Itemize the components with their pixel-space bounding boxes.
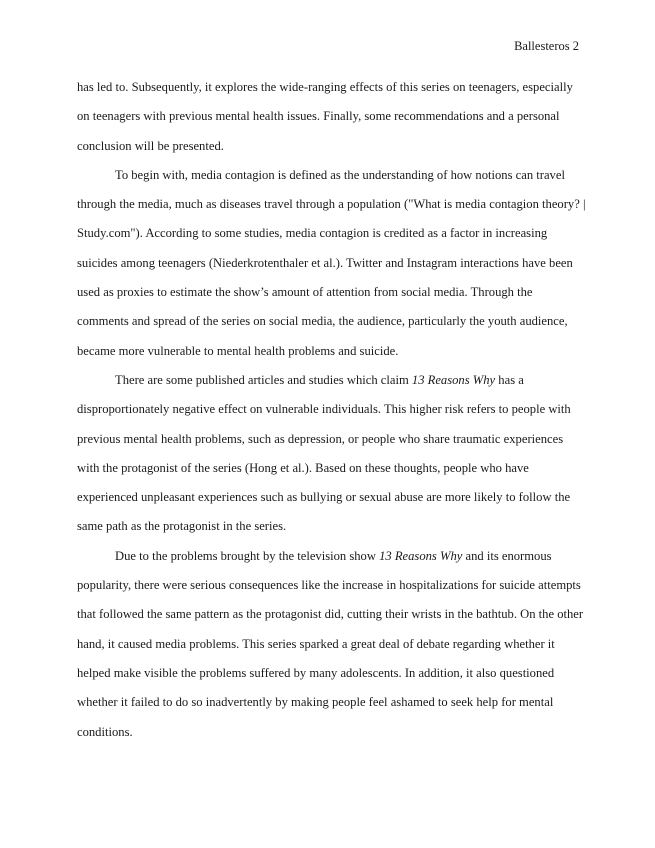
running-head: Ballesteros 2 — [514, 39, 579, 53]
paragraph-text: has led to. Subsequently, it explores the wide-ranging effects of this series on teenagers, especially on teenagers with previous mental health issues. Finally, some recommendations and a personal conclusion will be presented. — [77, 80, 573, 153]
show-title: 13 Reasons Why — [379, 548, 463, 563]
body-text — [77, 73, 587, 747]
paragraph-text: Due to the problems brought by the television show — [115, 548, 380, 563]
paragraph-media-contagion — [77, 161, 587, 366]
paragraph-text: To begin with, media contagion is defined as the understanding of how notions can travel through the media, much as diseases travel through a population ("What is media contagion theory? | Study.com"). According to some studies, media contagion is credited as a factor in increasing suicides among teenagers (Niederkrotenthaler et al.). Twitter and Instagram interactions have been used as proxies to estimate the show’s amount of attention from social media. Through the comments and spread of the series on social media, the audience, particularly the youth audience, became more vulnerable to mental health problems and suicide. — [77, 167, 586, 358]
paragraph-text: has a disproportionately negative effect on vulnerable individuals. This higher risk refers to people with previous mental health problems, such as depression, or people who share traumatic experiences with the protagonist of the series (Hong et al.). Based on these thoughts, people who have experienced unpleasant experiences such as bullying or sexual abuse are more likely to follow the same path as the protagonist in the series. — [77, 372, 571, 534]
show-title: 13 Reasons Why — [411, 372, 496, 387]
paragraph-text: and its enormous popularity, there were serious consequences like the increase in hospitalizations for suicide attempts that followed the same pattern as the protagonist did, cutting their wrists in the bathtub. On the other hand, it caused media problems. This series sparked a great deal of debate regarding whether it helped make visible the problems suffered by many adolescents. In addition, it also questioned whether it failed to do so inadvertently by making people feel ashamed to seek help for mental conditions. — [77, 548, 584, 739]
paragraph-text: There are some published articles and studies which claim — [115, 372, 412, 387]
paragraph-vulnerable-individuals — [77, 366, 587, 542]
paragraph-consequences — [77, 542, 587, 747]
paragraph-continuation — [77, 73, 587, 161]
